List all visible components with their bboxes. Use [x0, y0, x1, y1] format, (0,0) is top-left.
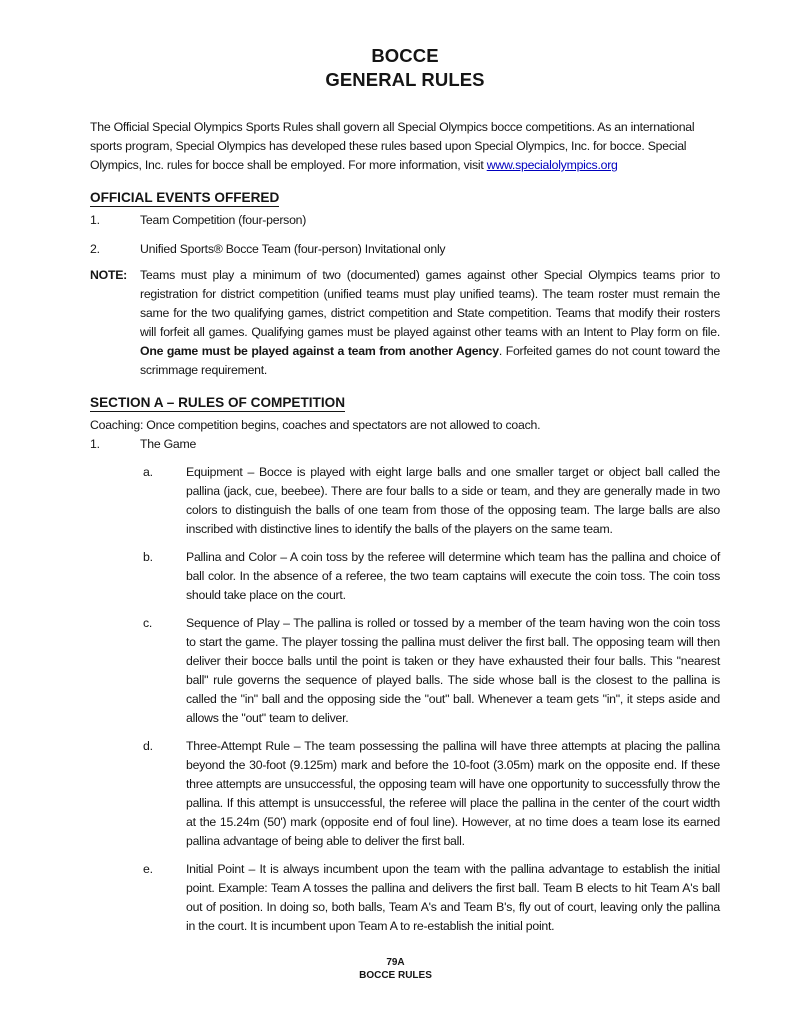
- rule-equipment-text: Equipment – Bocce is played with eight large balls and one smaller target or object ball called the pallina (jack, cue, beebee). There are four balls to a side or team, and they are generally made in two colors to distinguish the balls of one team from those of the opposing team. The large balls are also inscribed with distinctive lines to identify the balls of the players on the same team.: [186, 465, 720, 536]
- rule-three-attempt-text: Three-Attempt Rule – The team possessing the pallina will have three attempts at placing the pallina beyond the 30-foot (9.125m) mark and before the 10-foot (3.05m) mark on the opposite end. If these three attempts are unsuccessful, the opposing team will have one opportunity to successfully throw the pallina. If this attempt is unsuccessful, the referee will place the pallina in the center of the court width at the 15.24m (50') mark (opposite end of foul line). However, at no time does a team lose its earned pallina advantage of being able to deliver the first ball.: [186, 739, 720, 848]
- footer-doc-label: BOCCE RULES: [359, 970, 432, 981]
- section-a-heading-text: SECTION A – RULES OF COMPETITION: [90, 395, 346, 410]
- document-header: [90, 44, 720, 92]
- coaching-line: Coaching: Once competition begins, coaches and spectators are not allowed to coach.: [90, 418, 541, 432]
- intro-paragraph: [90, 118, 720, 175]
- rule-three-attempt-letter: d.: [143, 739, 153, 753]
- list-item-the-game: [90, 435, 720, 454]
- rule-initial-point: [90, 860, 720, 936]
- rule-pallina-and-color-text: Pallina and Color – A coin toss by the referee will determine which team has the pallina and choice of ball color. In the absence of a referee, the two team captains will execute the coin toss. The coin toss should take place on the court.: [186, 550, 720, 602]
- rule-sequence-of-play-letter: c.: [143, 616, 153, 630]
- rule-three-attempt: [90, 737, 720, 851]
- intro-text: The Official Special Olympics Sports Rules shall govern all Special Olympics bocce competitions. As an international sports program, Special Olympics has developed these rules based upon Special Olympics, Inc. for bocce. Special Olympics, Inc. rules for bocce shall be employed. For more information, visit: [90, 120, 695, 172]
- rule-sequence-of-play-text: Sequence of Play – The pallina is rolled or tossed by a member of the team having won the coin toss to start the game. The player tossing the pallina must deliver the first ball. The opposing team will then deliver their bocce balls until the point is taken or they have exhausted their four balls. This "nearest ball" rule governs the sequence of played balls. The side whose ball is the closest to the pallina is called the "in" ball and the opposing side the "out" ball. Whenever a team gets "in", it steps aside and allows the "out" team to deliver.: [186, 616, 720, 725]
- note-paragraph: [90, 266, 720, 380]
- event-item-2-number: 2.: [90, 242, 100, 256]
- footer-page-number: 79A: [386, 957, 405, 968]
- rule-equipment: [90, 463, 720, 539]
- rule-equipment-letter: a.: [143, 465, 153, 479]
- event-item-2-text: Unified Sports® Bocce Team (four-person) Invitational only: [140, 242, 446, 256]
- rule-pallina-and-color-letter: b.: [143, 550, 153, 564]
- specialolympics-link[interactable]: www.specialolympics.org: [486, 158, 618, 172]
- rule-initial-point-letter: e.: [143, 862, 153, 876]
- events-heading-text: OFFICIAL EVENTS OFFERED: [90, 190, 280, 205]
- page-subtitle: GENERAL RULES: [325, 69, 485, 90]
- events-heading: [90, 188, 720, 208]
- event-item-2: [90, 240, 720, 259]
- note-bold-text: One game must be played against a team from another Agency: [140, 344, 499, 358]
- event-item-1-text: Team Competition (four-person): [140, 213, 307, 227]
- note-text-before: Teams must play a minimum of two (documented) games against other Special Olympics teams prior to registration for district competition (unified teams must play unified teams). The team roster must remain the same for the two qualifying games, district competition and State competition. Teams that modify their rosters will forfeit all games. Qualifying games must be played against other teams with an Intent to Play form on file.: [140, 268, 720, 339]
- event-item-1-number: 1.: [90, 213, 100, 227]
- note-label: NOTE:: [90, 268, 128, 282]
- section-a-heading: [90, 393, 720, 413]
- the-game-label: The Game: [140, 437, 197, 451]
- page-title: BOCCE: [371, 45, 439, 66]
- event-item-1: [90, 211, 720, 230]
- rule-pallina-and-color: [90, 548, 720, 605]
- rule-initial-point-text: Initial Point – It is always incumbent upon the team with the pallina advantage to establish the initial point. Example: Team A tosses the pallina and delivers the first ball. Team B elects to hit Team A's ball out of position. In doing so, both balls, Team A's and Team B's, fly out of court, leaving only the pallina in the court. It is incumbent upon Team A to re-establish the initial point.: [186, 862, 720, 933]
- note-text-after: . Forfeited games do not count toward the scrimmage requirement.: [140, 344, 720, 377]
- the-game-number: 1.: [90, 437, 100, 451]
- rule-sequence-of-play: [90, 614, 720, 728]
- page-footer: [0, 956, 791, 982]
